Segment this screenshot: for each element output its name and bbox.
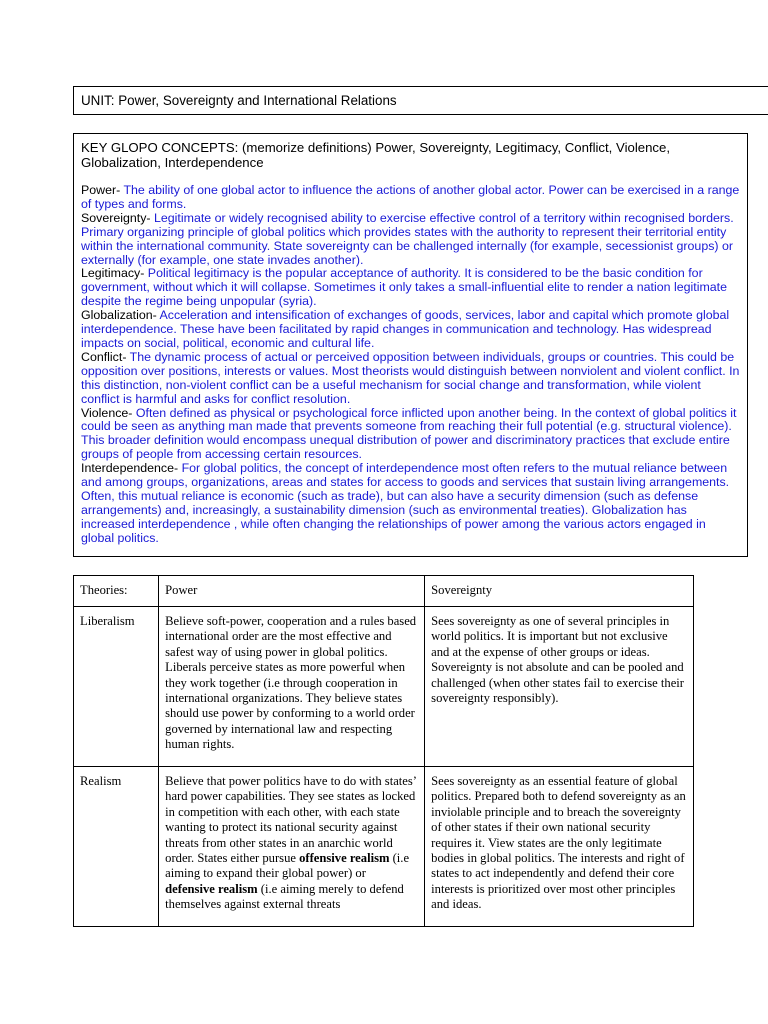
concept-term: Interdependence- <box>81 461 179 476</box>
header-sovereignty: Sovereignty <box>425 576 694 607</box>
concept-term: Sovereignty- <box>81 210 151 225</box>
realism-power-cell <box>159 767 425 927</box>
concept-conflict <box>81 351 741 407</box>
concept-definition: Political legitimacy is the popular acceptance of authority. It is considered to be the basic condition for government, without which it will collapse. Sometimes it only takes a small-influential elite to render a nation legitimate despite the regime being unpopular (syria). <box>81 266 727 309</box>
realism-power-text: (i.e aiming to expand their global power) or <box>165 851 410 881</box>
realism-power-text: (i.e aiming merely to defend themselves against external threats <box>165 881 404 912</box>
concept-power <box>81 184 741 212</box>
concept-interdependence <box>81 462 741 545</box>
header-theories: Theories: <box>74 576 159 607</box>
unit-title: UNIT: Power, Sovereignty and International Relations <box>81 93 397 108</box>
concept-definition: For global politics, the concept of interdependence most often refers to the mutual reliance between and among groups, organizations, areas and states for access to goods and services that sustain living arrangements. Often, this mutual reliance is economic (such as trade), but can also have a security dimension (such as defense arrangements) and, increasingly, a sustainability dimension (such as environmental treaties). Globalization has increased interdependence , while often changing the relationships of power among the various actors engaged in global politics. <box>81 461 730 545</box>
concept-term: Power- <box>81 183 121 197</box>
table-row-liberalism <box>74 607 694 767</box>
key-concepts-box <box>73 133 748 557</box>
liberalism-sovereignty-cell: Sees sovereignty as one of several principles in world politics. It is important but not exclusive and at the expense of other groups or ideas. Sovereignty is not absolute and can be pooled and challenged (when other states fail to exercise their sovereignty responsibly). <box>425 607 694 767</box>
theory-name-realism: Realism <box>74 767 159 927</box>
table-row-realism <box>74 767 694 927</box>
liberalism-power-cell: Believe soft-power, cooperation and a rules based international order are the most effective and safest way of using power in global politics. Liberals perceive states as more powerful when they work together (i.e through cooperation in international organizations. They believe states should use power by conforming to a world order governed by international law and respecting human rights. <box>159 607 425 767</box>
unit-title-box <box>73 86 768 115</box>
key-concepts-heading: KEY GLOPO CONCEPTS: (memorize definitions) Power, Sovereignty, Legitimacy, Conflict, Violence, Globalization, Interdependence <box>81 140 671 170</box>
offensive-realism-term: offensive realism <box>299 851 390 866</box>
concept-definition: Acceleration and intensification of exchanges of goods, services, labor and capital which promote global interdependence. These have been facilitated by rapid changes in communication and technology. Has widespread impacts on social, political, economic and cultural life. <box>81 308 730 350</box>
concept-definition: Legitimate or widely recognised ability to exercise effective control of a territory within recognised borders. Primary organizing principle of global politics which provides states with the authority to represent their territorial entity within the international community. State sovereignty can be challenged internally (for example, secessionist groups) or externally (for example, one state invades another). <box>81 210 734 267</box>
concept-legitimacy <box>81 267 741 309</box>
realism-sovereignty-cell: Sees sovereignty as an essential feature of global politics. Prepared both to defend sovereignty as an inviolable principle and to breach the sovereignty of other states if their own national security requires it. View states are the only legitimate bodies in global politics. The interests and right of states to act independently and defend their core interests is prioritized over most other principles and ideas. <box>425 767 694 927</box>
realism-power-text: Believe that power politics have to do with states’ hard power capabilities. They see states as locked in competition with each other, with each state wanting to protect its national security against threats from other states in an anarchic world order. States either pursue <box>165 774 417 866</box>
concept-term: Globalization- <box>81 308 157 323</box>
concept-globalization <box>81 309 741 351</box>
concept-definition: The dynamic process of actual or perceived opposition between individuals, groups or countries. This could be opposition over positions, interests or values. Most theorists would distinguish between nonviolent and violent conflict. In this distinction, non-violent conflict can be a useful mechanism for social change and transformation, while violent conflict is harmful and asks for conflict resolution. <box>81 349 740 406</box>
concept-definition: Often defined as physical or psychological force inflicted upon another being. In the context of global politics it could be seen as anything man made that prevents someone from reaching their full potential (e.g. structural violence). This broader definition would encompass unequal distribution of power and discriminatory practices that exclude entire groups of people from accessing certain resources. <box>81 405 737 462</box>
defensive-realism-term: defensive realism <box>165 881 258 896</box>
concept-term: Violence- <box>81 405 133 420</box>
concept-definition: The ability of one global actor to influence the actions of another global actor. Power can be exercised in a range of types and forms. <box>81 183 740 211</box>
theories-table <box>73 575 694 927</box>
concept-violence <box>81 407 741 463</box>
concept-term: Legitimacy- <box>81 266 145 281</box>
table-header-row <box>74 576 694 607</box>
concept-sovereignty <box>81 212 741 268</box>
header-power: Power <box>159 576 425 607</box>
theory-name-liberalism: Liberalism <box>74 607 159 767</box>
concept-term: Conflict- <box>81 349 127 364</box>
